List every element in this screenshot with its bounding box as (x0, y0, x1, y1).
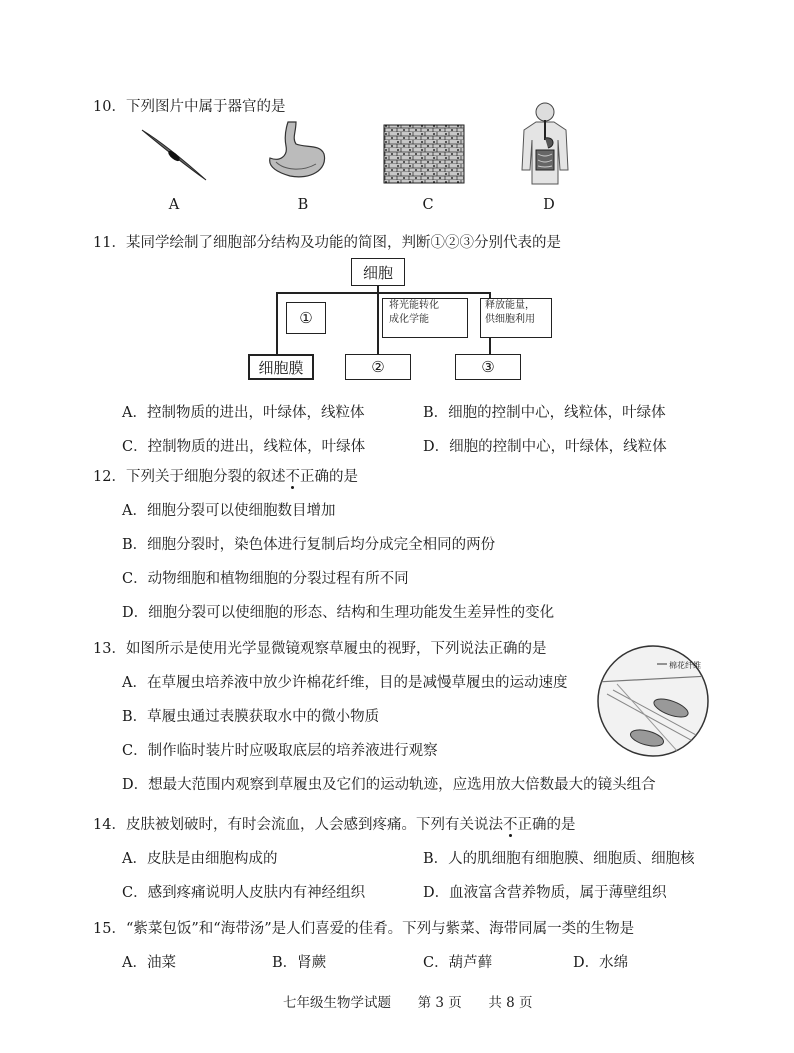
diagram-circle-2: ② (345, 354, 411, 380)
stem-text: 12．下列关于细胞分裂的叙述 (93, 469, 286, 485)
note-line: 将光能转化 (389, 300, 439, 311)
microscope-field-icon (597, 642, 709, 760)
stomach-icon (262, 118, 332, 182)
option-a-label: A (168, 197, 180, 213)
question-14-option-b[interactable]: B．人的肌细胞有细胞膜、细胞质、细胞核 (423, 851, 695, 867)
diagram-root-cell: 细胞 (351, 258, 405, 286)
question-15-option-d[interactable]: D．水绵 (573, 955, 629, 971)
figure-label-cotton: 棉花纤维 (669, 661, 701, 670)
question-11-stem: 11．某同学绘制了细胞部分结构及功能的简图，判断①②③分别代表的是 (93, 235, 561, 251)
diagram-note-photosynthesis (382, 298, 468, 338)
option-d-label: D (543, 197, 555, 213)
question-13-option-c[interactable]: C．制作临时装片时应吸取底层的培养液进行观察 (122, 743, 438, 759)
option-b-label: B (297, 197, 309, 213)
stem-text: 14．皮肤被划破时，有时会流血，人会感到疼痛。下列有关说法 (93, 817, 503, 833)
footer-total: 共 8 页 (488, 995, 533, 1011)
muscle-cell-icon (138, 124, 210, 184)
diagram-note-respiration (480, 298, 552, 338)
question-15-stem: 15．“紫菜包饭”和“海带汤”是人们喜爱的佳肴。下列与紫菜、海带同属一类的生物是 (93, 921, 635, 937)
option-c-label: C (422, 197, 434, 213)
question-13-option-a[interactable]: A．在草履虫培养液中放少许棉花纤维，目的是减慢草履虫的运动速度 (122, 675, 568, 691)
diagram-connector (377, 286, 379, 354)
question-12-option-a[interactable]: A．细胞分裂可以使细胞数目增加 (122, 503, 336, 519)
question-15-option-a[interactable]: A．油菜 (122, 955, 176, 971)
diagram-circle-1: ① (286, 302, 326, 334)
question-14-option-c[interactable]: C．感到疼痛说明人皮肤内有神经组织 (122, 885, 366, 901)
emphasis-not: 不 (502, 817, 518, 833)
question-12-option-c[interactable]: C．动物细胞和植物细胞的分裂过程有所不同 (122, 571, 409, 587)
footer (283, 991, 533, 1011)
question-11-option-b[interactable]: B．细胞的控制中心，线粒体，叶绿体 (423, 405, 666, 421)
question-11-option-d[interactable]: D．细胞的控制中心，叶绿体，线粒体 (423, 439, 667, 455)
question-12-option-b[interactable]: B．细胞分裂时，染色体进行复制后均分成完全相同的两份 (122, 537, 496, 553)
question-12-option-d[interactable]: D．细胞分裂可以使细胞的形态、结构和生理功能发生差异性的变化 (122, 605, 555, 621)
question-11-option-c[interactable]: C．控制物质的进出，线粒体，叶绿体 (122, 439, 366, 455)
diagram-connector (276, 292, 490, 294)
digestive-system-icon (514, 100, 576, 186)
emphasis-not: 不 (285, 469, 300, 485)
question-10-stem: 10．下列图片中属于器官的是 (93, 99, 286, 115)
question-14-option-d[interactable]: D．血液富含营养物质，属于薄壁组织 (423, 885, 667, 901)
footer-page: 第 3 页 (417, 995, 462, 1011)
diagram-cell-membrane: 细胞膜 (248, 354, 314, 380)
diagram-circle-3: ③ (455, 354, 521, 380)
question-13-option-d[interactable]: D．想最大范围内观察到草履虫及它们的运动轨迹，应选用放大倍数最大的镜头组合 (122, 777, 656, 793)
question-14-option-a[interactable]: A．皮肤是由细胞构成的 (122, 851, 278, 867)
question-14-stem (93, 813, 575, 834)
question-15-option-b[interactable]: B．肾蕨 (272, 955, 327, 971)
tissue-icon (383, 124, 465, 184)
question-12-stem (93, 465, 358, 486)
diagram-connector (276, 292, 278, 354)
question-11-option-a[interactable]: A．控制物质的进出，叶绿体，线粒体 (122, 405, 365, 421)
note-line: 成化学能 (389, 314, 429, 325)
note-line: 供细胞利用 (485, 314, 535, 325)
stem-text: 正确的是 (299, 469, 358, 485)
question-13-option-b[interactable]: B．草履虫通过表膜获取水中的微小物质 (122, 709, 380, 725)
question-15-option-c[interactable]: C．葫芦藓 (423, 955, 493, 971)
note-line: 释放能量， (485, 300, 535, 311)
stem-text: 正确的是 (517, 817, 576, 833)
question-13-stem: 13．如图所示是使用光学显微镜观察草履虫的视野，下列说法正确的是 (93, 641, 547, 657)
footer-title: 七年级生物学试题 (283, 995, 391, 1011)
